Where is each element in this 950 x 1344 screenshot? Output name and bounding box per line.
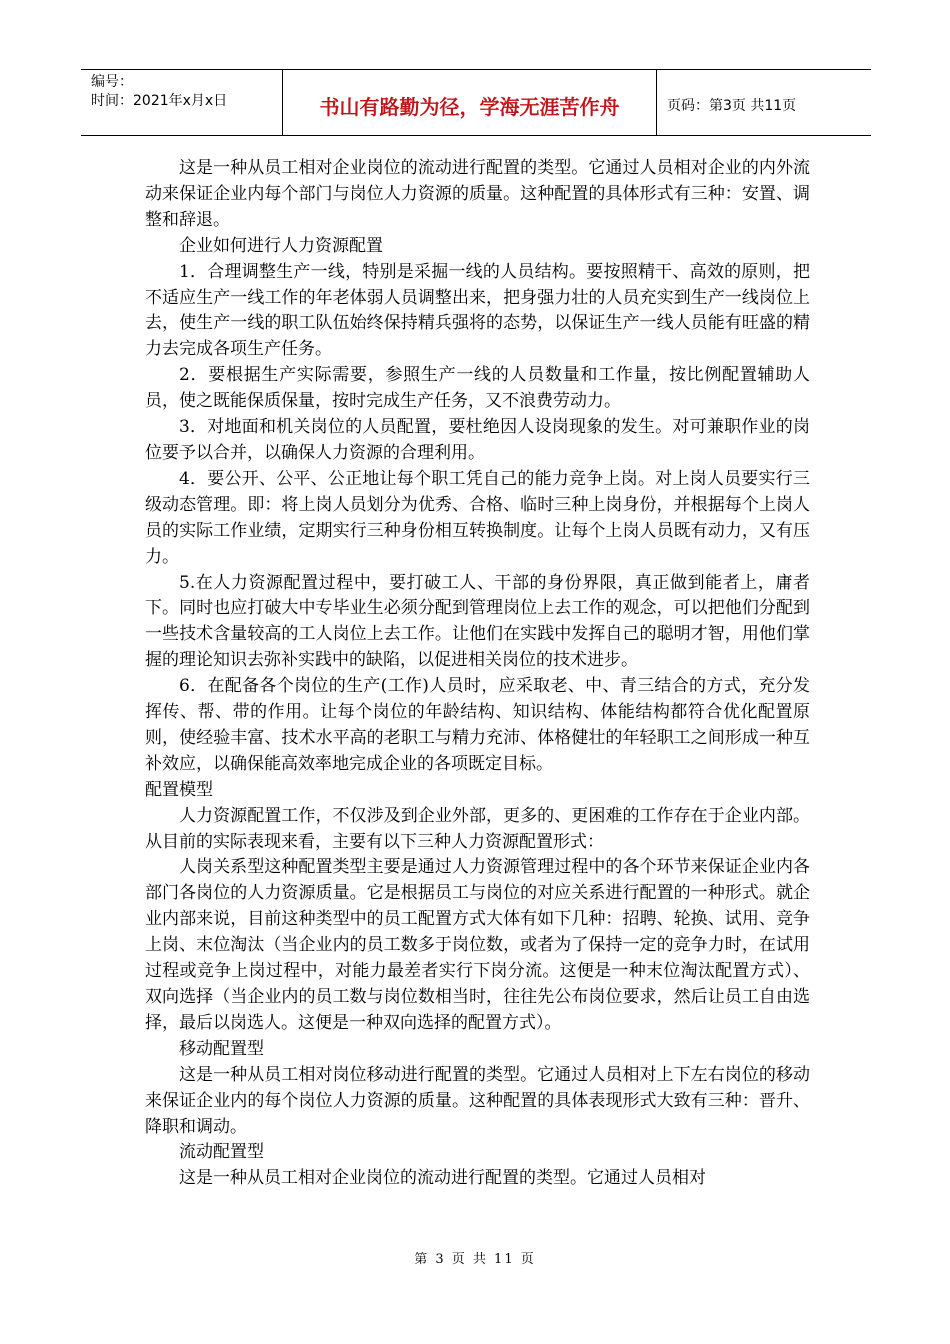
paragraph: 人岗关系型这种配置类型主要是通过人力资源管理过程中的各个环节来保证企业内各部门各岗位的人力资源质量。它是根据员工与岗位的对应关系进行配置的一种形式。就企业内部来说，目前这种类型中的员工配置方式大体有如下几种：招聘、轮换、试用、竞争上岗、末位淘汰（当企业内的员工数多于岗位数，或者为了保持一定的竞争力时，在试用过程或竞争上岗过程中，对能力最差者实行下岗分流。这便是一种末位淘汰配置方式）、双向选择（当企业内的员工数与岗位数相当时，往往先公布岗位要求，然后让员工自由选择，最后以岗选人。这便是一种双向选择的配置方式）。	[145, 857, 810, 1033]
section-heading: 流动配置型	[179, 1142, 264, 1163]
page-header	[81, 69, 871, 136]
document-body	[145, 156, 810, 1192]
paragraph: 2．要根据生产实际需要，参照生产一线的人员数量和工作量，按比例配置辅助人员，使之既能保质保量，按时完成生产任务，又不浪费劳动力。	[145, 365, 810, 412]
section-heading: 企业如何进行人力资源配置	[179, 235, 383, 256]
paragraph: 6．在配备各个岗位的生产(工作)人员时，应采取老、中、青三结合的方式，充分发挥传、帮、带的作用。让每个岗位的年龄结构、知识结构、体能结构都符合优化配置原则，使经验丰富、技术水平高的老职工与精力充沛、体格健壮的年轻职工之间形成一种互补效应，以确保能高效率地完成企业的各项既定目标。	[145, 676, 810, 774]
paragraph: 3．对地面和机关岗位的人员配置，要杜绝因人设岗现象的发生。对可兼职作业的岗位要予以合并，以确保人力资源的合理利用。	[145, 417, 810, 463]
page-footer: 第 3 页 共 11 页	[414, 1252, 536, 1267]
header-page-info: 页码：第3页 共11页	[667, 97, 797, 114]
paragraph: 人力资源配置工作，不仅涉及到企业外部，更多的、更困难的工作存在于企业内部。从目前的实际表现来看，主要有以下三种人力资源配置形式：	[145, 805, 810, 852]
header-motto: 书山有路勤为径，学海无涯苦作舟	[283, 70, 657, 135]
time-label: 时间：2021年x月x日	[91, 93, 228, 109]
header-meta	[81, 70, 283, 135]
section-heading: 移动配置型	[179, 1038, 264, 1059]
paragraph: 这是一种从员工相对岗位移动进行配置的类型。它通过人员相对上下左右岗位的移动来保证企业内的每个岗位人力资源的质量。这种配置的具体表现形式大致有三种：晋升、降职和调动。	[145, 1064, 810, 1137]
number-label: 编号：	[91, 74, 133, 90]
section-heading: 配置模型	[145, 779, 213, 800]
paragraph: 4．要公开、公平、公正地让每个职工凭自己的能力竞争上岗。对上岗人员要实行三级动态管理。即：将上岗人员划分为优秀、合格、临时三种上岗身份，并根据每个上岗人员的实际工作业绩，定期实行三种身份相互转换制度。让每个上岗人员既有动力，又有压力。	[145, 468, 810, 567]
paragraph: 这是一种从员工相对企业岗位的流动进行配置的类型。它通过人员相对企业的内外流动来保证企业内每个部门与岗位人力资源的质量。这种配置的具体形式有三种：安置、调整和辞退。	[145, 158, 810, 230]
paragraph: 这是一种从员工相对企业岗位的流动进行配置的类型。它通过人员相对	[179, 1168, 706, 1189]
paragraph: 1．合理调整生产一线，特别是采掘一线的人员结构。要按照精干、高效的原则，把不适应生产一线工作的年老体弱人员调整出来，把身强力壮的人员充实到生产一线岗位上去，使生产一线的职工队伍始终保持精兵强将的态势，以保证生产一线人员能有旺盛的精力去完成各项生产任务。	[145, 261, 810, 360]
paragraph: 5.在人力资源配置过程中，要打破工人、干部的身份界限，真正做到能者上，庸者下。同时也应打破大中专毕业生必须分配到管理岗位上去工作的观念，可以把他们分配到一些技术含量较高的工人岗位上去工作。让他们在实践中发挥自己的聪明才智，用他们掌握的理论知识去弥补实践中的缺陷，以促进相关岗位的技术进步。	[145, 572, 810, 671]
